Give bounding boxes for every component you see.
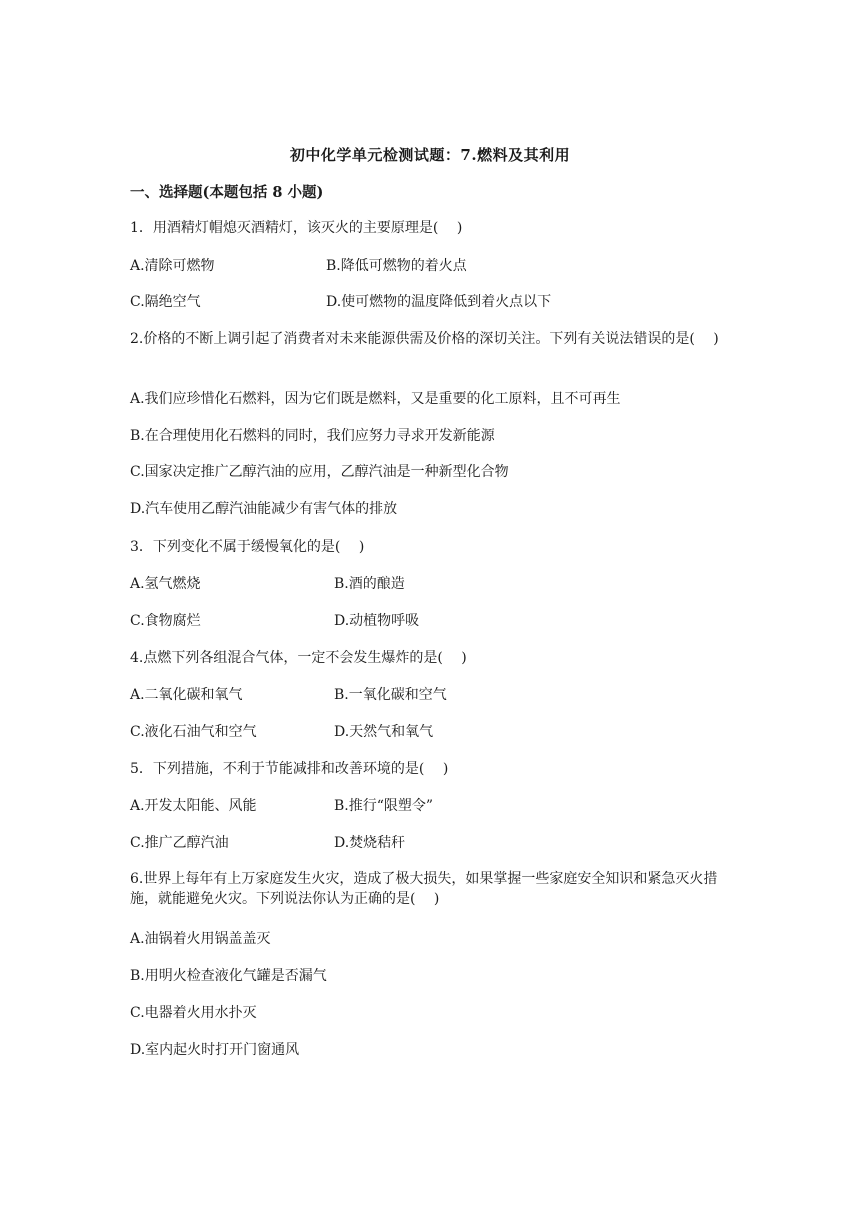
question-4-option-a: A.二氧化碳和氧气: [130, 687, 243, 703]
question-3-option-d: D.动植物呼吸: [334, 613, 420, 629]
question-4-option-d: D.天然气和氧气: [334, 724, 434, 740]
question-3-option-a: A.氢气燃烧: [130, 576, 201, 592]
question-3-stem: 3．下列变化不属于缓慢氧化的是( ): [130, 539, 365, 555]
question-5-option-d: D.焚烧秸秆: [334, 835, 406, 851]
question-6-option-d: D.室内起火时打开门窗通风: [130, 1042, 300, 1058]
question-2-option-c: C.国家决定推广乙醇汽油的应用，乙醇汽油是一种新型化合物: [130, 464, 509, 480]
question-5-option-b: B.推行“限塑令”: [334, 798, 434, 814]
page-title: 初中化学单元检测试题：7.燃料及其利用: [289, 146, 571, 164]
question-1-option-a: A.清除可燃物: [130, 258, 215, 274]
question-5-stem: 5．下列措施，不利于节能减排和改善环境的是( ): [130, 761, 449, 777]
question-1-option-c: C.隔绝空气: [130, 294, 201, 310]
question-1-stem: 1．用酒精灯帽熄灭酒精灯，该灭火的主要原理是( ): [130, 220, 463, 236]
question-6-option-b: B.用明火检查液化气罐是否漏气: [130, 968, 327, 984]
question-3-option-b: B.酒的酿造: [334, 576, 405, 592]
question-6-stem: 6.世界上每年有上万家庭发生火灾，造成了极大损失，如果掌握一些家庭安全知识和紧急灭火措施，就能避免火灾。下列说法你认为正确的是( ): [130, 871, 718, 907]
question-2-option-d: D.汽车使用乙醇汽油能减少有害气体的排放: [130, 501, 398, 517]
question-2-option-a: A.我们应珍惜化石燃料，因为它们既是燃料，又是重要的化工原料，且不可再生: [130, 391, 621, 407]
section-heading: 一、选择题(本题包括 8 小题): [130, 184, 324, 201]
question-2-stem: 2.价格的不断上调引起了消费者对未来能源供需及价格的深切关注。下列有关说法错误的是( ): [130, 331, 719, 347]
question-4-option-c: C.液化石油气和空气: [130, 724, 257, 740]
question-4-stem: 4.点燃下列各组混合气体，一定不会发生爆炸的是( ): [130, 650, 467, 666]
question-2-option-b: B.在合理使用化石燃料的同时，我们应努力寻求开发新能源: [130, 428, 495, 444]
question-1-option-b: B.降低可燃物的着火点: [326, 258, 467, 274]
question-4-option-b: B.一氧化碳和空气: [334, 687, 447, 703]
question-5-option-a: A.开发太阳能、风能: [130, 798, 257, 814]
question-5-option-c: C.推广乙醇汽油: [130, 835, 229, 851]
question-1-option-d: D.使可燃物的温度降低到着火点以下: [326, 294, 552, 310]
question-3-option-c: C.食物腐烂: [130, 613, 201, 629]
question-6-option-a: A.油锅着火用锅盖盖灭: [130, 931, 271, 947]
question-6-option-c: C.电器着火用水扑灭: [130, 1005, 257, 1021]
